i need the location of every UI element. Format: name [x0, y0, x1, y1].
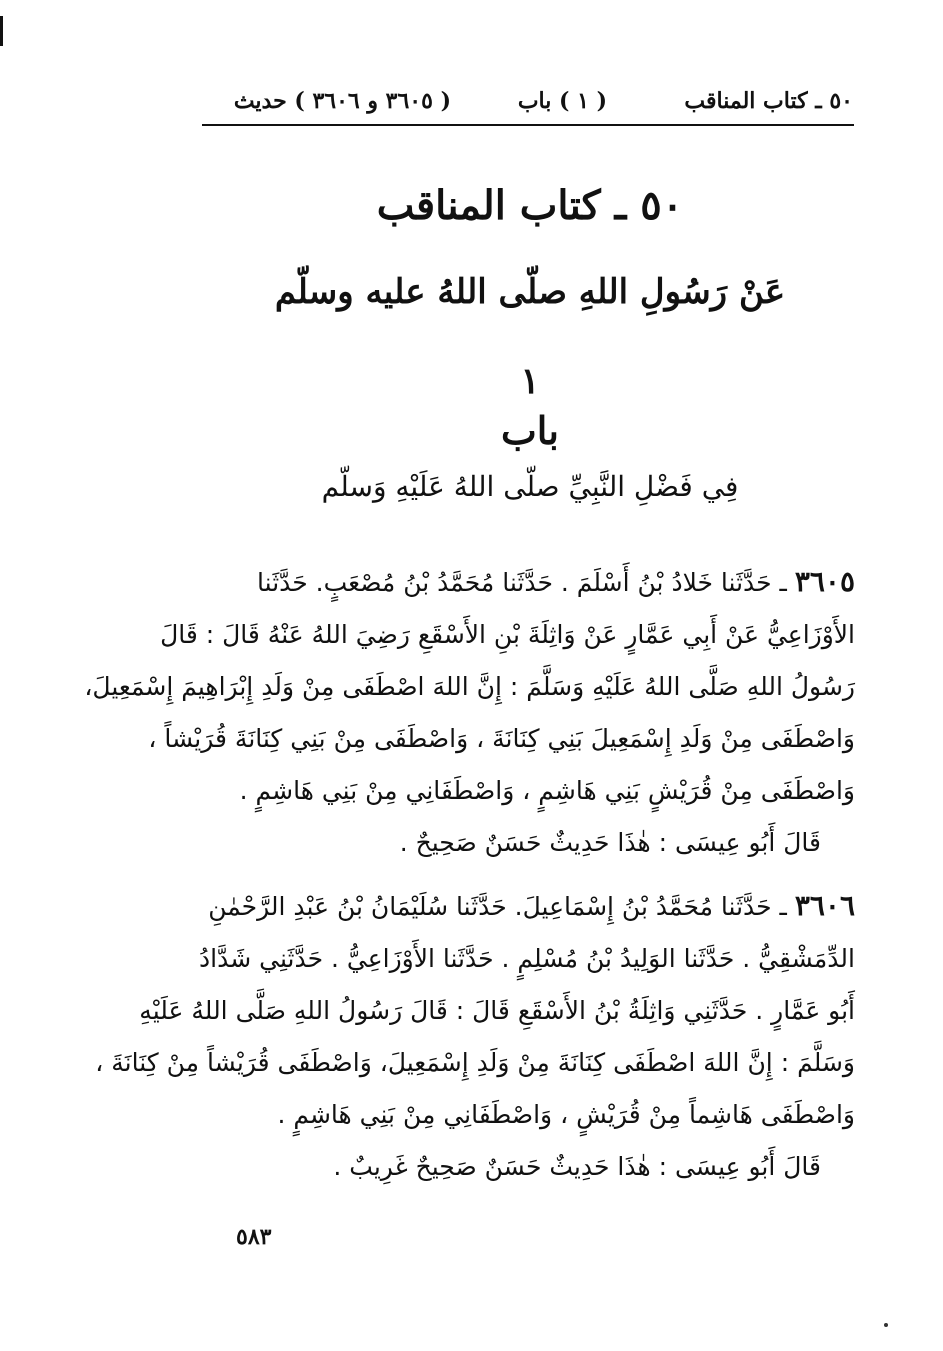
hadith-line: وَاصْطَفَى مِنْ وَلَدِ إِسْمَعِيلَ بَنِي كِنَانَةَ ، وَاصْطَفَى مِنْ بَنِي كِنَانَةَ قُرَيْشاً ، — [148, 724, 855, 753]
running-header — [205, 86, 853, 126]
hadith-line: وَسَلَّمَ : إِنَّ اللهَ اصْطَفَى كِنَانَةَ مِنْ وَلَدِ إِسْمَعِيلَ، وَاصْطَفَى قُرَيْشاً مِنْ كِنَانَةَ ، — [95, 1048, 855, 1077]
hadith-line: رَسُولُ اللهِ صَلَّى اللهُ عَلَيْهِ وَسَلَّمَ : إِنَّ اللهَ اصْطَفَى مِنْ وَلَدِ إِبْرَاهِيمَ إِسْمَعِيلَ، — [84, 672, 855, 701]
header-rule — [202, 124, 854, 126]
hadith-grading: قَالَ أَبُو عِيسَى : هٰذَا حَدِيثٌ حَسَنٌ صَحِيحٌ غَرِيبٌ . — [333, 1152, 821, 1181]
hadith-number: ٣٦٠٦ — [794, 889, 855, 922]
chapter-label: باب — [501, 408, 559, 453]
hadith-text: ـ حَدَّثَنا خَلادُ بْنُ أَسْلَمَ . حَدَّثَنا مُحَمَّدُ بْنُ مُصْعَبٍ. حَدَّثَنا — [257, 568, 787, 597]
hadith-line — [195, 880, 855, 933]
hadith-line: الدِّمَشْقِيُّ . حَدَّثَنا الوَلِيدُ بْنُ مُسْلِمٍ . حَدَّثَنا الأَوْزَاعِيُّ . حَدَّثَنِي شَدَّادُ — [199, 944, 855, 973]
hadith-block — [84, 556, 855, 869]
hadith-text: ـ حَدَّثَنا مُحَمَّدُ بْنُ إِسْمَاعِيلَ. حَدَّثَنا سُلَيْمَانُ بْنُ عَبْدِ الرَّحْمٰنِ — [208, 892, 787, 921]
chapter-number: ١ — [520, 360, 540, 402]
header-chapter: ( ١ ) باب — [517, 88, 607, 114]
chapter-heading: فِي فَضْلِ النَّبِيِّ صلّى اللهُ عَلَيْهِ وَسلّم — [321, 470, 739, 503]
hadith-line: وَاصْطَفَى مِنْ قُرَيْشٍ بَنِي هَاشِمٍ ، وَاصْطَفَانِي مِنْ بَنِي هَاشِمٍ . — [239, 776, 855, 805]
scan-edge-mark — [0, 16, 3, 46]
hadith-grading: قَالَ أَبُو عِيسَى : هٰذَا حَدِيثٌ حَسَنٌ صَحِيحٌ . — [399, 828, 821, 857]
book-subtitle: عَنْ رَسُولِ اللهِ صلّى اللهُ عليه وسلّم — [274, 272, 786, 312]
scan-speck — [884, 1323, 888, 1327]
hadith-line: الأَوْزَاعِيُّ عَنْ أَبِي عَمَّارٍ عَنْ وَاثِلَةَ بْنِ الأَسْقَعِ رَضِيَ اللهُ عَنْهُ قَالَ : قَالَ — [160, 620, 855, 649]
header-hadith-range: ( ٣٦٠٥ و ٣٦٠٦ ) حديث — [233, 88, 451, 114]
hadith-line: أَبُو عَمَّارٍ . حَدَّثَنِي وَاثِلَةُ بْنُ الأَسْقَعِ قَالَ : قَالَ رَسُولُ اللهِ صَلَّى اللهُ عَلَيْهِ — [139, 996, 855, 1025]
hadith-line: وَاصْطَفَى هَاشِماً مِنْ قُرَيْشٍ ، وَاصْطَفَانِي مِنْ بَنِي هَاشِمٍ . — [277, 1100, 855, 1129]
header-book-title: ٥٠ ـ كتاب المناقب — [684, 88, 853, 114]
hadith-line — [195, 556, 855, 609]
book-title: ٥٠ ـ كتاب المناقب — [376, 182, 684, 229]
hadith-number: ٣٦٠٥ — [794, 565, 855, 598]
page-number: ٥٨٣ — [236, 1224, 272, 1250]
hadith-block — [95, 880, 855, 1193]
